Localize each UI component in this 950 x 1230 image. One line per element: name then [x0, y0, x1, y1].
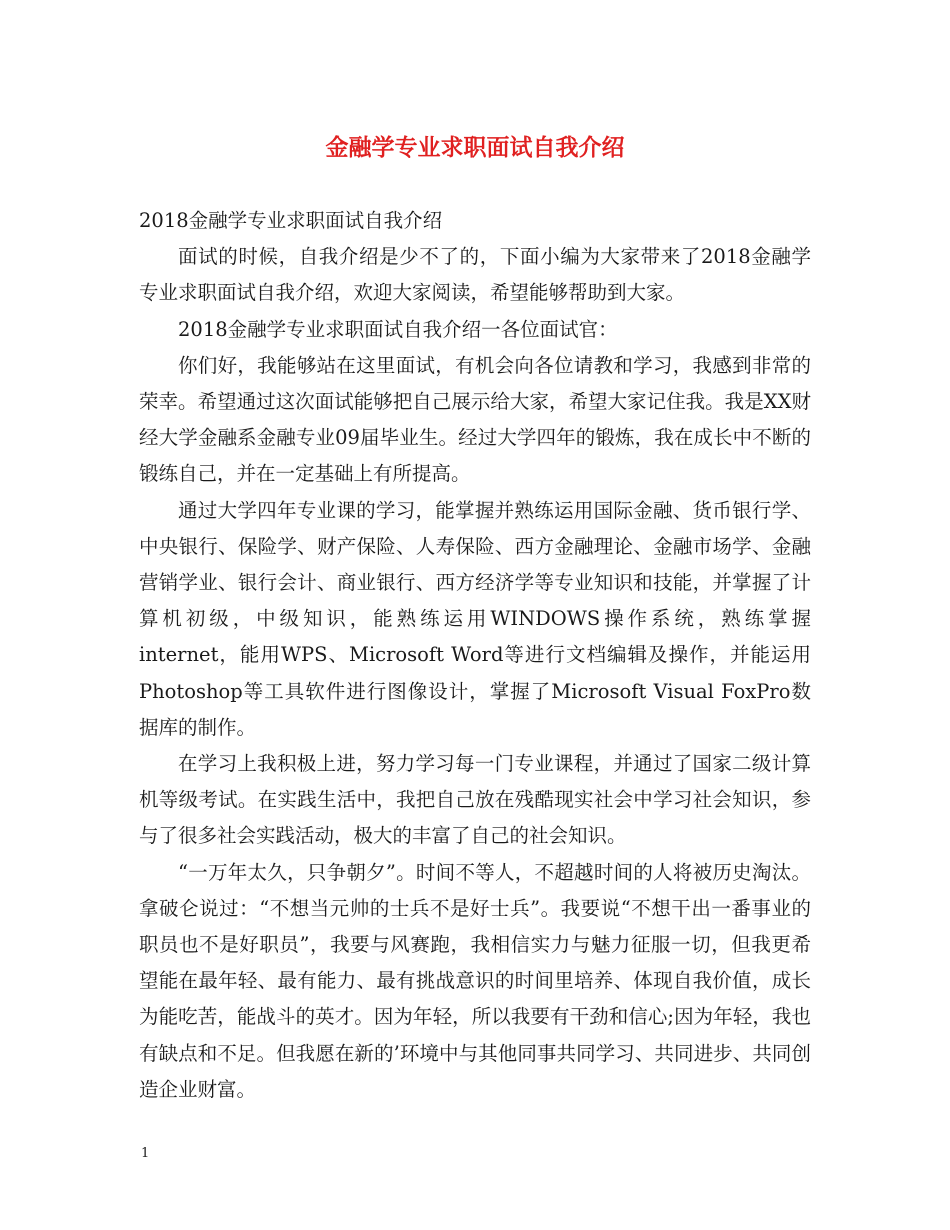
page-number: 1	[141, 1146, 150, 1161]
body-paragraph: “一万年太久，只争朝夕”。时间不等人，不超越时间的人将被历史淘汰。拿破仑说过：“不想当元帅的士兵不是好士兵”。我要说“不想干出一番事业的职员也不是好职员”，我要与风赛跑，我相信实力与魅力征服一切，但我更希望能在最年轻、最有能力、最有挑战意识的时间里培养、体现自我价值，成长为能吃苦，能战斗的英才。因为年轻，所以我要有干劲和信心;因为年轻，我也有缺点和不足。但我愿在新的’环境中与其他同事共同学习、共同进步、共同创造企业财富。	[139, 860, 811, 1101]
intro-paragraph: 面试的时候，自我介绍是少不了的，下面小编为大家带来了2018金融学专业求职面试自我介绍，欢迎大家阅读，希望能够帮助到大家。	[139, 245, 811, 305]
body-paragraph: 在学习上我积极上进，努力学习每一门专业课程，并通过了国家二级计算机等级考试。在实践生活中，我把自己放在残酷现实社会中学习社会知识，参与了很多社会实践活动，极大的丰富了自己的社会知识。	[139, 752, 811, 848]
greeting-paragraph: 2018金融学专业求职面试自我介绍一各位面试官：	[178, 317, 618, 341]
subtitle-paragraph: 2018金融学专业求职面试自我介绍	[139, 209, 443, 232]
document-title: 金融学专业求职面试自我介绍	[325, 134, 625, 161]
body-paragraph: 通过大学四年专业课的学习，能掌握并熟练运用国际金融、货币银行学、中央银行、保险学、财产保险、人寿保险、西方金融理论、金融市场学、金融营销学业、银行会计、商业银行、西方经济学等专业知识和技能，并掌握了计算机初级，中级知识，能熟练运用WINDOWS操作系统，熟练掌握 internet，能用WPS、Microsoft Word等进行文档编辑及操作，并能运用Photoshop等工具软件进行图像设计，掌握了Microsoft Visual FoxPro数据库的制作。	[139, 498, 811, 739]
document-body	[139, 203, 811, 1108]
body-paragraph: 你们好，我能够站在这里面试，有机会向各位请教和学习，我感到非常的荣幸。希望通过这次面试能够把自己展示给大家，希望大家记住我。我是XX财经大学金融系金融专业09届毕业生。经过大学四年的锻炼，我在成长中不断的锻练自己，并在一定基础上有所提高。	[139, 353, 811, 486]
